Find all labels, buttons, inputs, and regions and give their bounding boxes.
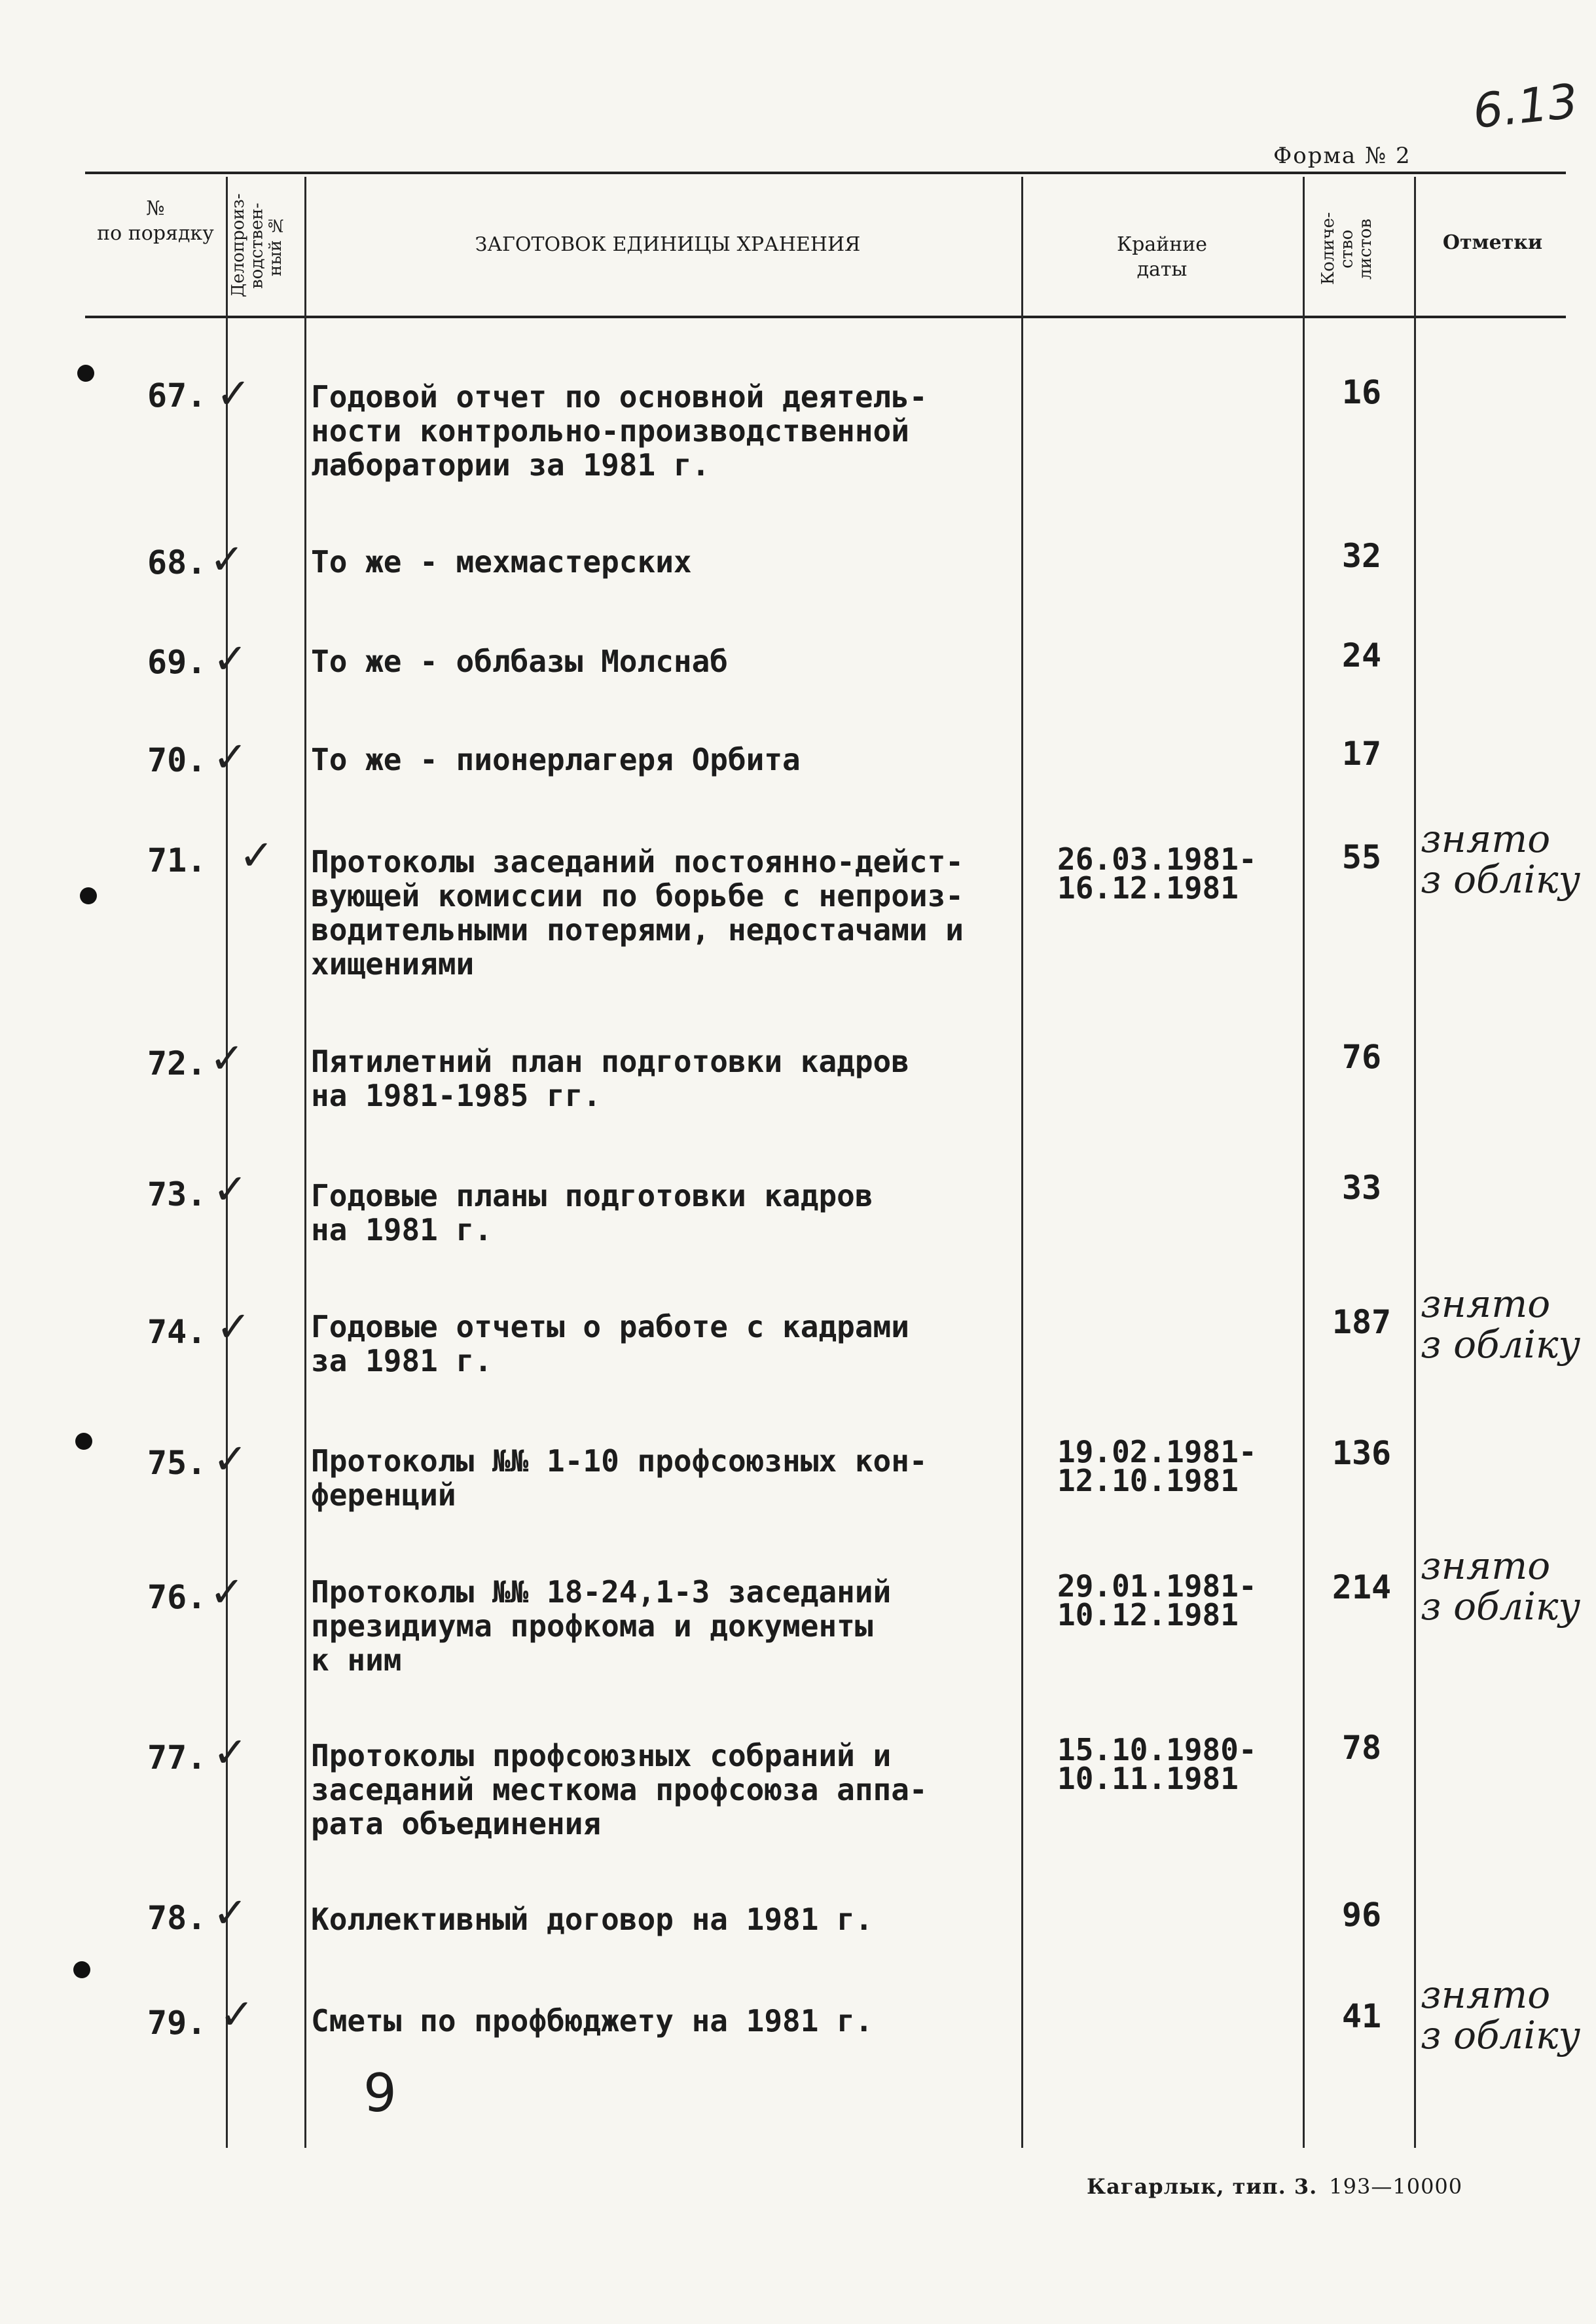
note-removed-from-registry: знято з обліку (1421, 1282, 1581, 1367)
check-mark: ✓ (209, 1568, 245, 1617)
item-title: Годовые отчеты о работе с кадрами за 1981 г. (311, 1309, 909, 1378)
sheet-count: 17 (1341, 735, 1382, 773)
date-range: 26.03.1981- 16.12.1981 (1057, 841, 1257, 906)
date-range: 15.10.1980- 10.11.1981 (1057, 1732, 1257, 1796)
item-title: То же - облбазы Молснаб (311, 644, 728, 679)
header-number: № по порядку (97, 197, 214, 245)
item-title: То же - пионерлагеря Орбита (311, 742, 801, 777)
sheet-count: 16 (1341, 373, 1382, 411)
row-number: 68. (147, 544, 207, 581)
sheet-count: 96 (1341, 1896, 1382, 1934)
column-divider (226, 177, 228, 2148)
check-mark: ✓ (239, 832, 274, 880)
check-mark: ✓ (213, 1889, 248, 1938)
row-number: 72. (147, 1044, 207, 1082)
item-title: То же - мехмастерских (311, 544, 692, 580)
row-number: 76. (147, 1578, 207, 1616)
header-title: ЗАГОТОВОК ЕДИНИЦЫ ХРАНЕНИЯ (475, 233, 861, 256)
sheet-count: 24 (1341, 636, 1382, 674)
sheet-count: 136 (1332, 1434, 1392, 1472)
note-removed-from-registry: знято з обліку (1421, 1543, 1581, 1629)
page-number: 9 (363, 2063, 397, 2124)
punch-hole-mark (80, 887, 97, 904)
table-header-rule (85, 316, 1566, 318)
row-number: 69. (147, 643, 207, 681)
sheet-count: 187 (1332, 1303, 1392, 1341)
row-number: 70. (147, 741, 207, 779)
printer-imprint (1087, 2174, 1462, 2199)
item-title: Годовые планы подготовки кадров на 1981 г. (311, 1178, 873, 1247)
row-number: 71. (147, 841, 207, 879)
header-sheet-count: Количе- ство листов (1318, 212, 1376, 286)
check-mark: ✓ (216, 1303, 251, 1352)
item-title: Протоколы №№ 1-10 профсоюзных кон- ференций (311, 1443, 928, 1513)
form-label: Форма № 2 (1273, 143, 1411, 169)
check-mark: ✓ (213, 1435, 248, 1484)
check-mark: ✓ (213, 1166, 248, 1214)
check-mark: ✓ (213, 635, 248, 684)
column-divider (1303, 177, 1305, 2148)
check-mark: ✓ (219, 1991, 255, 2039)
row-number: 78. (147, 1899, 207, 1937)
row-number: 79. (147, 2004, 207, 2042)
row-number: 77. (147, 1739, 207, 1777)
column-divider (1414, 177, 1416, 2148)
row-number: 74. (147, 1313, 207, 1351)
row-number: 67. (147, 377, 207, 415)
date-range: 29.01.1981- 10.12.1981 (1057, 1568, 1257, 1632)
row-number: 75. (147, 1444, 207, 1482)
item-title: Протоколы №№ 18-24,1-3 заседаний президиума профкома и документы к ним (311, 1574, 892, 1678)
sheet-count: 32 (1341, 537, 1382, 575)
sheet-count: 41 (1341, 1997, 1382, 2035)
sheet-count: 55 (1341, 838, 1382, 876)
item-title: Протоколы профсоюзных собраний и заседаний месткома профсоюза аппа- рата объединения (311, 1738, 928, 1841)
note-removed-from-registry: знято з обліку (1421, 817, 1581, 902)
table-top-rule (85, 172, 1566, 174)
note-removed-from-registry: знято з обліку (1421, 1972, 1581, 2057)
item-title: Протоколы заседаний постоянно-дейст- вующей комиссии по борьбе с непроиз- водительными потерями, недостачами и хищениями (311, 844, 964, 982)
check-mark: ✓ (209, 536, 245, 584)
sheet-count: 33 (1341, 1169, 1382, 1207)
sheet-number: 6.13 (1470, 73, 1581, 139)
check-mark: ✓ (209, 1035, 245, 1083)
header-office-number: Делопроиз- водствен- ный № (228, 193, 286, 298)
header-dates: Крайние даты (1116, 233, 1208, 281)
punch-hole-mark (77, 365, 94, 382)
header-marks: Отметки (1442, 231, 1543, 254)
item-title: Коллективный договор на 1981 г. (311, 1902, 873, 1937)
sheet-count: 78 (1341, 1729, 1382, 1767)
date-range: 19.02.1981- 12.10.1981 (1057, 1434, 1257, 1498)
column-divider (304, 177, 306, 2148)
printer-name: Кагарлык, тип. 3. (1087, 2174, 1318, 2199)
row-number: 73. (147, 1175, 207, 1213)
item-title: Пятилетний план подготовки кадров на 1981-1985 гг. (311, 1044, 909, 1113)
sheet-count: 214 (1332, 1568, 1392, 1606)
punch-hole-mark (73, 1961, 90, 1978)
item-title: Сметы по профбюджету на 1981 г. (311, 2003, 873, 2038)
sheet-count: 76 (1341, 1038, 1382, 1076)
check-mark: ✓ (213, 733, 248, 782)
punch-hole-mark (75, 1433, 92, 1450)
check-mark: ✓ (216, 370, 251, 418)
item-title: Годовой отчет по основной деятель- ности контрольно-производственной лаборатории за 1981 г. (311, 379, 928, 483)
check-mark: ✓ (213, 1729, 248, 1777)
print-run-code: 193—10000 (1329, 2174, 1463, 2199)
